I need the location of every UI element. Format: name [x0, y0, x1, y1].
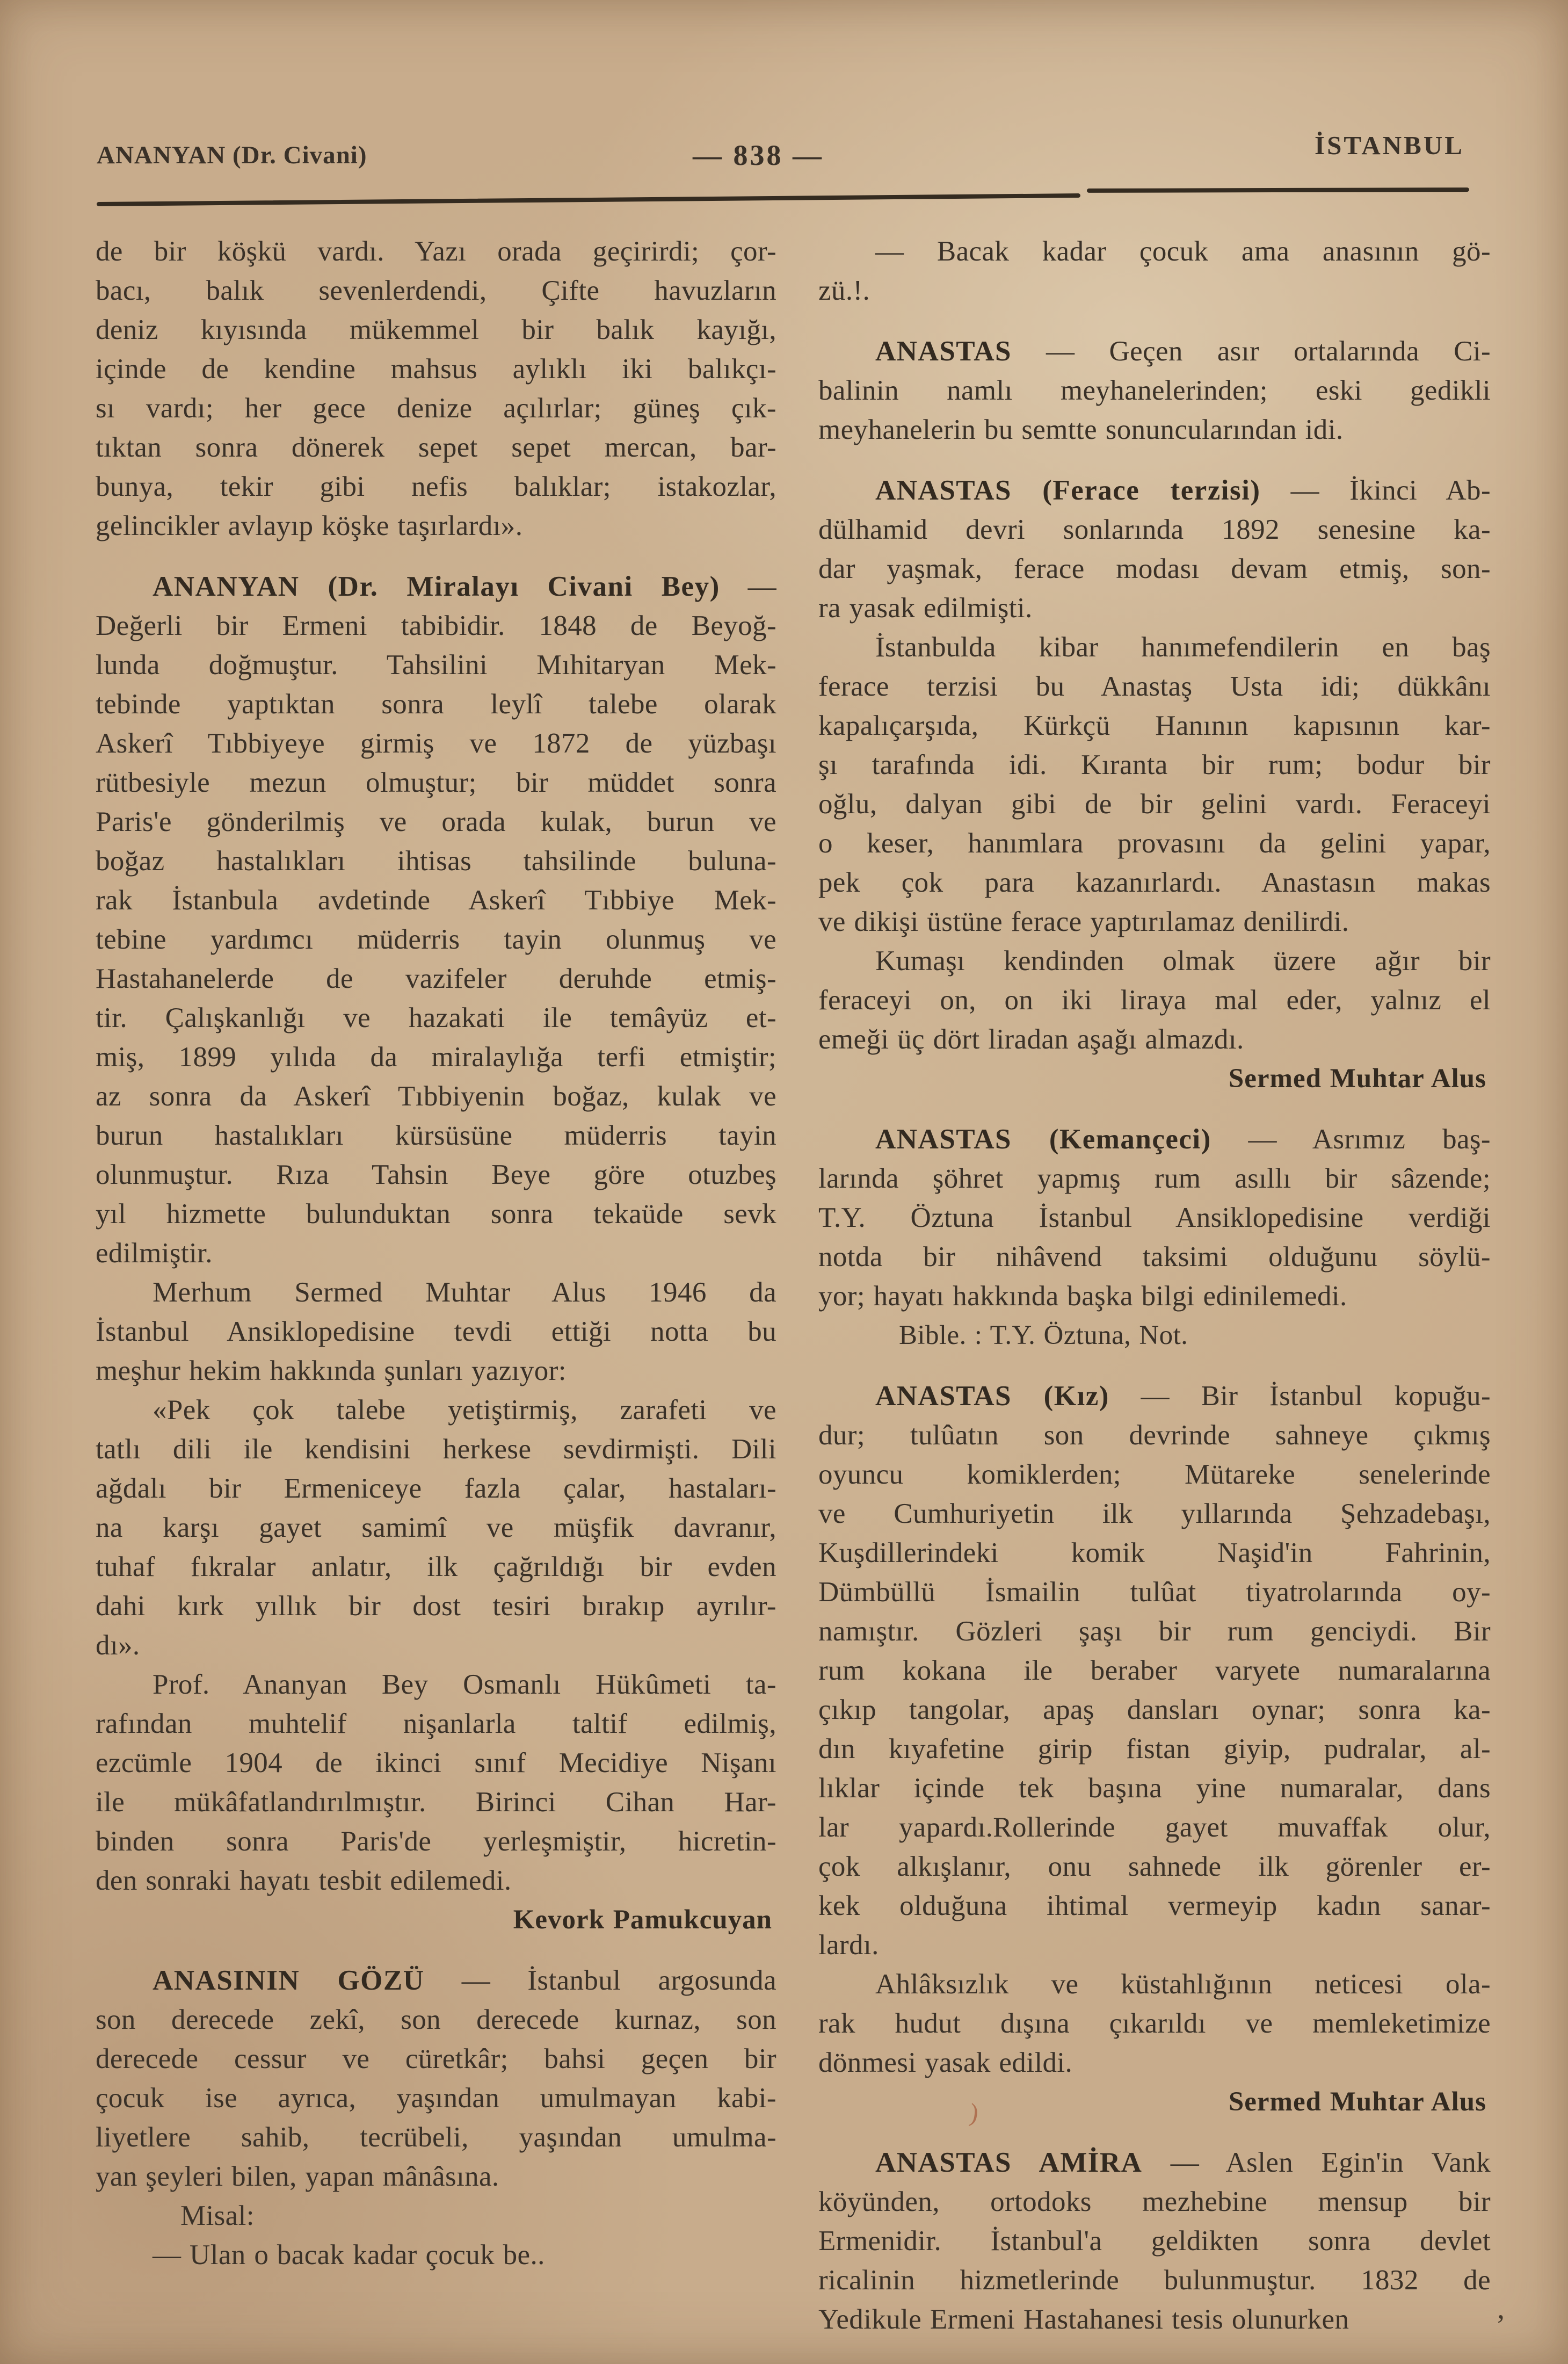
entry-headword: ANASTAS [875, 336, 1012, 367]
paragraph-anastas-usta [818, 628, 1491, 942]
text-line: İstanbulda kibar hanımefendilerin en baş [875, 632, 1491, 663]
bibliography-line [818, 1316, 1491, 1355]
text-line: Dümbüllü İsmailin tulûat tiyatrolarında oy- [818, 1577, 1491, 1608]
text-line: emeği üç dört liradan aşağı almazdı. [818, 1024, 1244, 1055]
running-title-left: ANANYAN (Dr. Civani) [97, 141, 367, 169]
text-line: çocuk ise ayrıca, yaşından umulmayan kabi- [96, 2083, 776, 2114]
text-line: dı». [96, 1630, 140, 1661]
header-rule-left [97, 193, 1080, 206]
text-line: oğlu, dalyan gibi de bir gelini vardı. Feraceyi [818, 789, 1491, 820]
text-line: kek olduğuna ihtimal vermeyip kadın sanar- [818, 1890, 1491, 1921]
column-left [96, 232, 776, 2275]
entry-headword: ANASTAS (Ferace terzisi) [875, 475, 1261, 506]
signature-sermed-muhtar-alus-2 [818, 2083, 1491, 2122]
signature-kevork-pamukcuyan [96, 1900, 776, 1940]
text-line: dın kıyafetine girip fistan giyip, pudralar, al- [818, 1733, 1491, 1765]
text-line: ANASININ GÖZÜ — İstanbul argosunda [153, 1965, 776, 1996]
signature-name: Sermed Muhtar Alus [1228, 1064, 1486, 1094]
text-line: «Pek çok talebe yetiştirmiş, zarafeti ve [153, 1394, 776, 1426]
text-line: olunmuştur. Rıza Tahsin Beye göre otuzbeş [96, 1159, 776, 1190]
text-line: dur; tulûatın son devrinde sahneye çıkmış [818, 1420, 1491, 1451]
entry-headword: ANANYAN (Dr. Miralayı Civani Bey) [153, 571, 720, 602]
stray-ink-mark: , [1497, 2292, 1505, 2325]
text-line: deniz kıyısında mükemmel bir balık kayığı, [96, 314, 776, 345]
text-line: meşhur hekim hakkında şunları yazıyor: [96, 1355, 567, 1386]
dialogue-continuation [818, 232, 1491, 310]
text-line: miş, 1899 yılıda da miralaylığa terfi etmiştir; [96, 1042, 776, 1073]
text-line: den sonraki hayatı tesbit edilemedi. [96, 1865, 512, 1896]
text-line: tebinde yaptıktan sonra leylî talebe olarak [96, 689, 776, 720]
text-line: ANASTAS (Kız) — Bir İstanbul kopuğu- [875, 1380, 1491, 1412]
text-line: rütbesiyle mezun olmuştur; bir müddet sonra [96, 767, 776, 798]
text-line: ezcümle 1904 de ikinci sınıf Mecidiye Nişanı [96, 1747, 776, 1779]
text-line: — Bacak kadar çocuk ama anasının gö- [875, 236, 1491, 267]
text-line: lıklar içinde tek başına yine numaralar, dans [818, 1773, 1491, 1804]
text-line: çıkıp tangolar, apaş dansları oynar; sonra ka- [818, 1694, 1491, 1725]
text-line: ANASTAS (Ferace terzisi) — İkinci Ab- [875, 475, 1491, 506]
text-line: Ahlâksızlık ve küstahlığının neticesi ola- [875, 1969, 1491, 2000]
text-line: çok alkışlanır, onu sahnede ilk görenler er- [818, 1851, 1491, 1882]
text-line: Hastahanelerde de vazifeler deruhde etmiş- [96, 963, 776, 994]
paragraph-kosk-continuation [96, 232, 776, 546]
text-line: Yedikule Ermeni Hastahanesi tesis olunurken [818, 2304, 1349, 2335]
entry-headword: ANASTAS (Kemançeci) [875, 1124, 1211, 1155]
text-line: ra yasak edilmişti. [818, 592, 1033, 624]
text-line: burun hastalıkları kürsüsüne müderris tayin [96, 1120, 776, 1151]
signature-sermed-muhtar-alus-1 [818, 1059, 1491, 1098]
paragraph-quote-pek-cok-talebe [96, 1391, 776, 1665]
text-line: bacı, balık sevenlerdendi, Çifte havuzların [96, 275, 776, 306]
text-line: Misal: [180, 2200, 255, 2231]
text-line: binden sonra Paris'de yerleşmiştir, hicretin- [96, 1826, 776, 1857]
text-line: larında şöhret yapmış rum asıllı bir sâzende; [818, 1163, 1491, 1194]
text-line: ANASTAS — Geçen asır ortalarında Ci- [875, 336, 1491, 367]
text-line: içinde de kendine mahsus aylıklı iki balıkçı- [96, 353, 776, 385]
text-line: Kumaşı kendinden olmak üzere ağır bir [875, 945, 1491, 977]
text-line: ve dikişi üstüne ferace yaptırılamaz denilirdi. [818, 906, 1349, 937]
entry-anastas-amira [818, 2143, 1491, 2339]
signature-name: Sermed Muhtar Alus [1228, 2087, 1486, 2117]
text-line: na karşı gayet samimî ve müşfik davranır, [96, 1512, 776, 1543]
text-line: ricalinin hizmetlerinde bulunmuştur. 1832 de [818, 2265, 1491, 2296]
text-line: yıl hizmette bulunduktan sonra tekaüde sevk [96, 1198, 776, 1230]
entry-anastas-ferace-terzisi [818, 471, 1491, 628]
entry-anastas-kemanceci [818, 1120, 1491, 1316]
text-line: lar yapardı.Rollerinde gayet muvaffak olur, [818, 1812, 1491, 1843]
text-line: namıştır. Gözleri şaşı bir rum genciydi. Bir [818, 1616, 1491, 1647]
signature-name: Kevork Pamukcuyan [513, 1905, 772, 1935]
text-line: Ermenidir. İstanbul'a geldikten sonra devlet [818, 2225, 1491, 2257]
text-line: dülhamid devri sonlarında 1892 senesine ka- [818, 514, 1491, 545]
text-line: oyuncu komiklerden; Mütareke senelerinde [818, 1459, 1491, 1490]
text-line: Paris'e gönderilmiş ve orada kulak, burun ve [96, 806, 776, 837]
text-line: notda bir nihâvend taksimi olduğunu söylü- [818, 1241, 1491, 1273]
text-line: ANANYAN (Dr. Miralayı Civani Bey) — [153, 571, 776, 602]
stray-pen-mark: ) [968, 2098, 981, 2128]
text-line: lunda doğmuştur. Tahsilini Mıhitaryan Mek- [96, 649, 776, 681]
paragraph-ahlaksizlik [818, 1965, 1491, 2083]
text-line: tir. Çalışkanlığı ve hazakati ile temâyüz et- [96, 1002, 776, 1033]
text-line: sı vardı; her gece denize açılırlar; güneş çık- [96, 393, 776, 424]
page-number: — 838 — [693, 139, 824, 171]
text-line: edilmiştir. [96, 1238, 213, 1269]
text-line: T.Y. Öztuna İstanbul Ansiklopedisine verdiği [818, 1202, 1491, 1233]
text-line: bunya, tekir gibi nefis balıklar; istakozlar, [96, 471, 776, 502]
text-line: Kuşdillerindeki komik Naşid'in Fahrinin, [818, 1537, 1491, 1568]
text-line: de bir köşkü vardı. Yazı orada geçirirdi; çor- [96, 236, 776, 267]
text-line: ANASTAS AMİRA — Aslen Egin'in Vank [875, 2147, 1491, 2178]
running-title-right: İSTANBUL [1315, 131, 1464, 160]
entry-headword: ANASININ GÖZÜ [153, 1965, 425, 1996]
column-right [818, 232, 1491, 2339]
text-line: rum kokana ile beraber varyete numaralarına [818, 1655, 1491, 1686]
text-line: şı tarafında idi. Kıranta bir rum; bodur bir [818, 749, 1491, 780]
text-line: o keser, hanımlara provasını da gelini yapar, [818, 828, 1491, 859]
text-line: dönmesi yasak edildi. [818, 2047, 1073, 2078]
entry-anasinin-gozu [96, 1961, 776, 2196]
paragraph-merhum-sermed [96, 1273, 776, 1391]
entry-headword: ANASTAS (Kız) [875, 1380, 1109, 1412]
text-line: balinin namlı meyhanelerinden; eski gedikli [818, 375, 1491, 406]
text-line: rak İstanbula avdetinde Askerî Tıbbiye Mek- [96, 885, 776, 916]
text-line: ağdalı bir Ermeniceye fazla çalar, hastaları- [96, 1473, 776, 1504]
header-rule-right [1087, 187, 1469, 193]
text-line: tebine yardımcı müderris tayin olunmuş ve [96, 924, 776, 955]
paragraph-prof-ananyan-nisan [96, 1665, 776, 1900]
text-line: lardı. [818, 1929, 879, 1961]
text-line: rak hudut dışına çıkarıldı ve memleketimize [818, 2008, 1491, 2039]
text-line: tıktan sonra dönerek sepet sepet mercan, bar- [96, 432, 776, 463]
text-line: Askerî Tıbbiyeye girmiş ve 1872 de yüzbaşı [96, 728, 776, 759]
text-line: kapalıçarşıda, Kürkçü Hanının kapısının kar- [818, 710, 1491, 741]
text-line: tuhaf fıkralar anlatır, ilk çağrıldığı bir evden [96, 1551, 776, 1582]
text-line: dar yaşmak, ferace modası devam etmiş, son- [818, 553, 1491, 584]
text-line: rafından muhtelif nişanlarla taltif edilmiş, [96, 1708, 776, 1739]
entry-anastas-kiz [818, 1377, 1491, 1965]
text-line: feraceyi on, on iki liraya mal eder, yalnız el [818, 985, 1491, 1016]
text-line: son derecede zekî, son derecede kurnaz, son [96, 2004, 776, 2035]
text-line: köyünden, ortodoks mezhebine mensup bir [818, 2186, 1491, 2217]
text-line: gelincikler avlayıp köşke taşırlardı». [96, 510, 523, 541]
text-line: ile mükâfatlandırılmıştır. Birinci Cihan Har- [96, 1787, 776, 1818]
text-line: ferace terzisi bu Anastaş Usta idi; dükkânı [818, 671, 1491, 702]
text-line: derecede cessur ve cüretkâr; bahsi geçen bir [96, 2043, 776, 2074]
example-label [96, 2196, 776, 2236]
text-line: dahi kırk yıllık bir dost tesiri bırakıp ayrılır- [96, 1591, 776, 1622]
text-line: İstanbul Ansiklopedisine tevdi ettiği notta bu [96, 1316, 776, 1347]
text-line: liyetlere sahib, tecrübeli, yaşından umulma- [96, 2122, 776, 2153]
entry-headword: ANASTAS AMİRA [875, 2147, 1143, 2178]
text-line: az sonra da Askerî Tıbbiyenin boğaz, kulak ve [96, 1081, 776, 1112]
text-line: meyhanelerin bu semtte sonuncularından idi. [818, 414, 1344, 445]
text-line: Değerli bir Ermeni tabibidir. 1848 de Beyoğ- [96, 610, 776, 641]
text-line: ve Cumhuriyetin ilk yıllarında Şehzadebaşı, [818, 1498, 1491, 1529]
text-line: boğaz hastalıkları ihtisas tahsilinde buluna- [96, 845, 776, 877]
entry-ananyan-dr-miralayi-civani-bey [96, 567, 776, 1273]
paragraph-kumas [818, 942, 1491, 1059]
entry-anastas [818, 332, 1491, 450]
text-line: Merhum Sermed Muhtar Alus 1946 da [153, 1277, 776, 1308]
text-line: tatlı dili ile kendisini herkese sevdirmişti. Dili [96, 1434, 776, 1465]
dialogue-line [96, 2236, 776, 2275]
text-line: yan şeyleri bilen, yapan mânâsına. [96, 2161, 499, 2192]
text-line: ANASTAS (Kemançeci) — Asrımız baş- [875, 1124, 1491, 1155]
text-line: pek çok para kazanırlardı. Anastasın makas [818, 867, 1491, 898]
text-line: Prof. Ananyan Bey Osmanlı Hükûmeti ta- [153, 1669, 776, 1700]
text-line: — Ulan o bacak kadar çocuk be.. [153, 2239, 545, 2271]
text-line: Bible. : T.Y. Öztuna, Not. [899, 1320, 1188, 1350]
text-line: yor; hayatı hakkında başka bilgi edinilemedi. [818, 1281, 1347, 1312]
text-line: zü.!. [818, 275, 870, 306]
